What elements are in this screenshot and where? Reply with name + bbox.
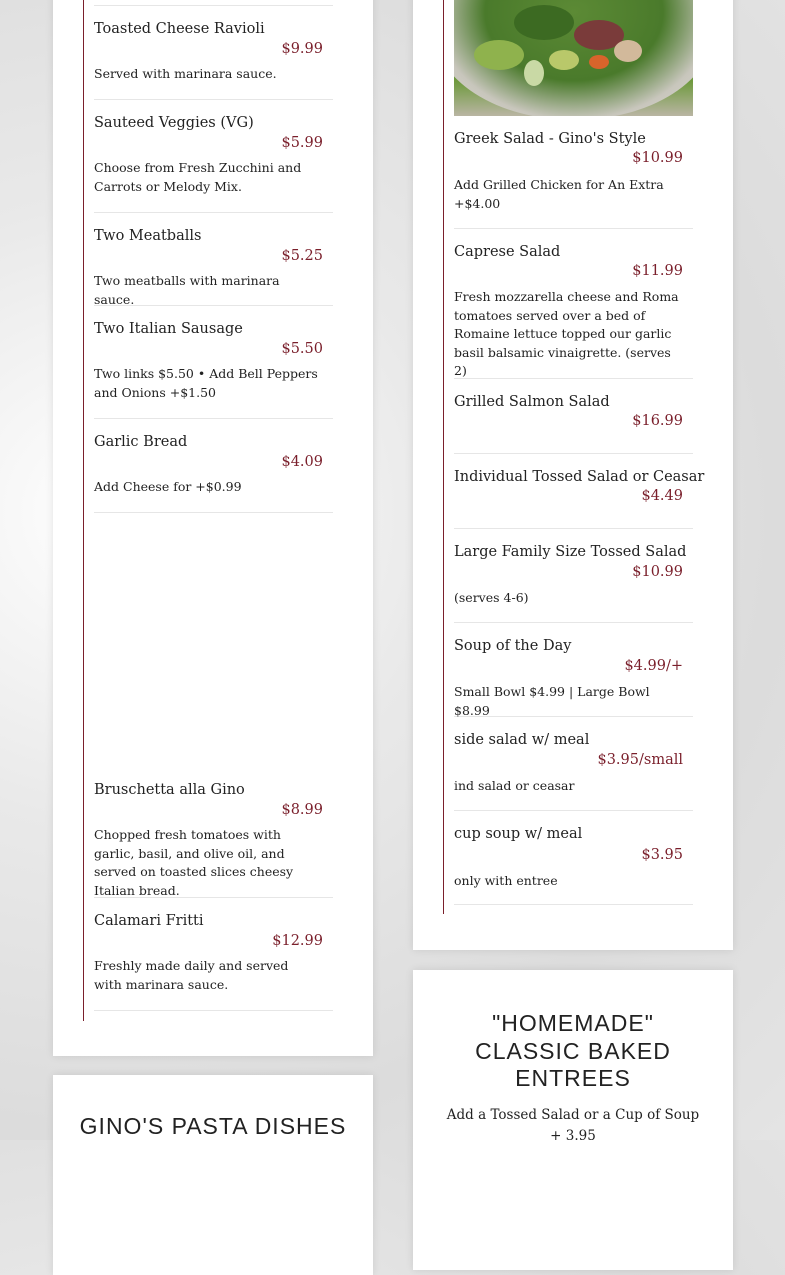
- leaf-shape: [589, 55, 609, 69]
- item-price: $9.99: [281, 41, 323, 57]
- greek-salad-photo: [454, 0, 693, 116]
- item-description: Add Cheese for +$0.99: [94, 479, 242, 494]
- menu-item-cup-soup-with-meal[interactable]: [454, 811, 693, 905]
- menu-item-greek-salad[interactable]: [454, 116, 693, 229]
- item-price: $4.99/+: [624, 658, 683, 674]
- item-price: $16.99: [632, 413, 683, 429]
- menu-item-large-family-tossed-salad[interactable]: [454, 529, 693, 623]
- item-price: $5.50: [281, 341, 323, 357]
- item-name: Greek Salad - Gino's Style: [454, 131, 646, 147]
- item-name: cup soup w/ meal: [454, 826, 583, 842]
- item-name: Two Meatballs: [94, 228, 202, 244]
- item-price: $5.99: [281, 135, 323, 151]
- item-name: Sauteed Veggies (VG): [94, 115, 254, 131]
- item-name: Caprese Salad: [454, 244, 561, 260]
- item-price: $8.99: [281, 802, 323, 818]
- item-price: $3.95/small: [597, 752, 683, 768]
- menu-item-two-meatballs[interactable]: [94, 213, 333, 306]
- item-description: Choose from Fresh Zucchini and Carrots or Melody Mix.: [94, 160, 302, 194]
- section-title-baked-line1: "HOMEMADE": [492, 1010, 654, 1036]
- menu-item-bruschetta[interactable]: [94, 767, 333, 898]
- leaf-shape: [474, 40, 524, 70]
- section-title-baked-line2: CLASSIC BAKED: [475, 1038, 671, 1064]
- menu-card-pasta: [53, 1075, 373, 1275]
- menu-item-individual-tossed-salad[interactable]: [454, 454, 705, 529]
- item-name: side salad w/ meal: [454, 732, 590, 748]
- leaf-shape: [614, 40, 642, 62]
- item-description: Small Bowl $4.99 | Large Bowl $8.99: [454, 684, 650, 718]
- section-title-baked-line3: ENTREES: [515, 1065, 631, 1091]
- menu-item-garlic-bread[interactable]: [94, 419, 333, 513]
- item-price: $4.49: [641, 488, 683, 504]
- section-title-pasta: GINO'S PASTA DISHES: [79, 1113, 347, 1139]
- leaf-shape: [549, 50, 579, 70]
- section-subtitle-baked: Add a Tossed Salad or a Cup of Soup + 3.95: [446, 1107, 700, 1144]
- menu-item-grilled-salmon-salad[interactable]: [454, 379, 693, 454]
- item-description: (serves 4-6): [454, 590, 529, 605]
- item-description: Fresh mozzarella cheese and Roma tomatoes served over a bed of Romaine lettuce topped our garlic basil balsamic vinaigrette. (serves 2): [454, 289, 679, 378]
- item-name: Two Italian Sausage: [94, 321, 243, 337]
- item-name: Soup of the Day: [454, 638, 572, 654]
- item-price: $10.99: [632, 150, 683, 166]
- item-name: Calamari Fritti: [94, 913, 204, 929]
- menu-item-soup-of-the-day[interactable]: [454, 623, 693, 717]
- item-price: $5.25: [281, 248, 323, 264]
- item-name: Toasted Cheese Ravioli: [94, 21, 265, 37]
- item-description: Two meatballs with marinara sauce.: [94, 273, 280, 307]
- item-name: Bruschetta alla Gino: [94, 782, 245, 798]
- item-price: $12.99: [272, 933, 323, 949]
- item-name: Individual Tossed Salad or Ceasar: [454, 469, 705, 485]
- item-description: Chopped fresh tomatoes with garlic, basil, and olive oil, and served on toasted slices cheesy Italian bread.: [94, 827, 294, 898]
- item-price: $11.99: [632, 263, 683, 279]
- item-price: $10.99: [632, 564, 683, 580]
- menu-item-toasted-cheese-ravioli[interactable]: [94, 6, 333, 100]
- menu-item-caprese-salad[interactable]: [454, 229, 693, 379]
- menu-item-two-italian-sausage[interactable]: [94, 306, 333, 419]
- item-description: Freshly made daily and served with marinara sauce.: [94, 958, 289, 992]
- item-price: $4.09: [281, 454, 323, 470]
- item-description: Two links $5.50 • Add Bell Peppers and Onions +$1.50: [94, 366, 318, 400]
- leaf-shape: [514, 5, 574, 40]
- item-name: Grilled Salmon Salad: [454, 394, 610, 410]
- menu-item-side-salad-with-meal[interactable]: [454, 717, 693, 811]
- item-name: Garlic Bread: [94, 434, 188, 450]
- item-description: only with entree: [454, 873, 558, 888]
- menu-item-calamari-fritti[interactable]: [94, 898, 333, 1011]
- item-name: Large Family Size Tossed Salad: [454, 544, 687, 560]
- accent-line-left: [83, 0, 84, 1021]
- item-price: $3.95: [641, 847, 683, 863]
- item-description: Served with marinara sauce.: [94, 66, 277, 81]
- item-description: Add Grilled Chicken for An Extra +$4.00: [454, 177, 664, 211]
- accent-line-right: [443, 0, 444, 914]
- menu-item-sauteed-veggies[interactable]: [94, 100, 333, 213]
- leaf-shape: [524, 60, 544, 86]
- item-description: ind salad or ceasar: [454, 778, 575, 793]
